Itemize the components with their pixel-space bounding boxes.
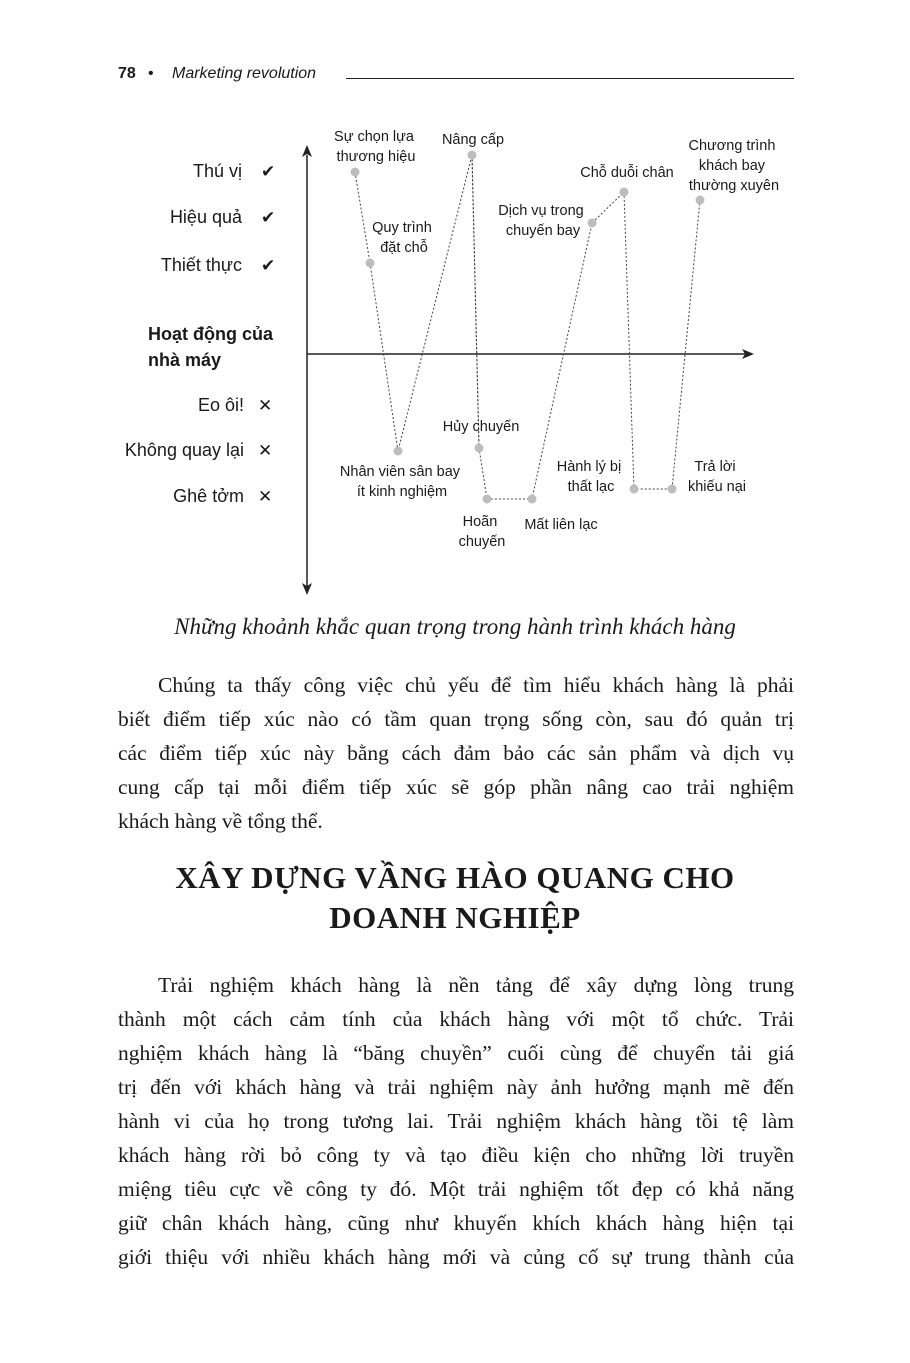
section-heading-line: DOANH NGHIỆP [329,900,581,935]
paragraph-1 [118,668,794,838]
point-hanh-ly [630,485,639,494]
point-tra-loi [668,485,677,494]
point-chuong-trinh [696,196,705,205]
check-icon: ✔ [261,208,276,227]
label-ghe-tom: Ghê tởm [173,486,244,506]
check-icon: ✔ [261,162,276,181]
label-hieu-qua: Hiệu quả [169,207,242,227]
point-quy-trinh [366,259,375,268]
point-cho-duoi-chan [620,188,629,197]
point-nhan-vien [394,447,403,456]
point-mat-lien-lac [528,495,537,504]
label-su-chon-lua: Sự chọn lựa thương hiệu [334,129,416,165]
point-dich-vu [588,219,597,228]
check-icon: ✔ [261,256,276,275]
section-heading [0,858,910,938]
point-nang-cap [468,151,477,160]
label-thu-vi: Thú vị [192,161,242,181]
running-title: Marketing revolution [172,65,317,82]
label-cho-duoi-chan: Chỗ duỗi chân [580,165,674,181]
paragraph-2 [118,968,794,1274]
point-su-chon-lua [351,168,360,177]
customer-journey-diagram [0,115,910,605]
label-mat-lien-lac: Mất liên lạc [524,517,598,533]
label-nhan-vien: Nhân viên sân bay ít kinh nghiệm [339,464,461,500]
paragraph-line: Chúng ta thấy công việc chủ yếu để tìm hiểu khách hàng là phải [158,673,794,697]
page-header [118,62,794,88]
paragraph-line: miệng tiêu cực về công ty đó. Một trải nghiệm tốt đẹp có khả năng [118,1177,794,1201]
header-bullet: • [148,65,154,82]
label-thiet-thuc: Thiết thực [160,255,242,275]
label-quy-trinh: Quy trình đặt chỗ [372,220,432,256]
paragraph-line: giữ chân khách hàng, cũng như khuyến khích khách hàng hiện tại [118,1211,794,1235]
paragraph-line: hành vi của họ trong tương lai. Trải nghiệm khách hàng tồi tệ làm [118,1109,794,1133]
label-nang-cap: Nâng cấp [441,132,505,148]
diagram-canvas [0,115,910,605]
axis-label-line2: nhà máy [148,350,222,370]
section-heading-line: XÂY DỰNG VẦNG HÀO QUANG CHO [175,860,735,895]
label-hanh-ly: Hành lý bị thất lạc [556,459,622,495]
paragraph-line: biết điểm tiếp xúc nào có tầm quan trọng sống còn, sau đó quản trị [118,707,794,731]
point-huy-chuyen [475,444,484,453]
cross-icon: ✕ [258,487,273,506]
paragraph-line: khách hàng về tổng thể. [118,809,323,833]
label-dich-vu: Dịch vụ trong chuyến bay [498,203,584,239]
label-khong-quay-lai: Không quay lại [124,440,244,460]
header-rule [346,78,794,79]
point-hoan-chuyen [483,495,492,504]
cross-icon: ✕ [258,396,273,415]
paragraph-line: Trải nghiệm khách hàng là nền tảng để xây dựng lòng trung [158,973,794,997]
paragraph-line: các điểm tiếp xúc này bằng cách đảm bảo các sản phẩm và dịch vụ [118,741,794,765]
cross-icon: ✕ [258,441,273,460]
paragraph-line: thành một cách cảm tính của khách hàng với một tổ chức. Trải [118,1007,794,1031]
label-chuong-trinh: Chương trình khách bay thường xuyên [688,138,780,194]
label-huy-chuyen: Hủy chuyến [442,419,520,435]
paragraph-line: giới thiệu với nhiều khách hàng mới và củng cố sự trung thành của [118,1245,794,1269]
axis-label-line1: Hoạt động của [148,324,273,344]
figure-caption: Những khoảnh khắc quan trọng trong hành trình khách hàng [174,614,736,639]
page-number: 78 [118,65,136,82]
label-hoan-chuyen: Hoãn chuyến [458,514,506,550]
label-eo-oi: Eo ôi! [197,395,244,415]
paragraph-line: khách hàng rời bỏ công ty và tạo điều kiện cho những lời truyền [118,1143,794,1167]
paragraph-line: trị đến với khách hàng và trải nghiệm này ảnh hưởng mạnh mẽ đến [118,1075,794,1099]
paragraph-line: cung cấp tại mỗi điểm tiếp xúc sẽ góp phần nâng cao trải nghiệm [118,775,794,799]
label-tra-loi: Trả lời khiếu nại [687,459,747,495]
paragraph-line: nghiệm khách hàng là “băng chuyền” cuối cùng để chuyển tải giá [118,1041,794,1065]
